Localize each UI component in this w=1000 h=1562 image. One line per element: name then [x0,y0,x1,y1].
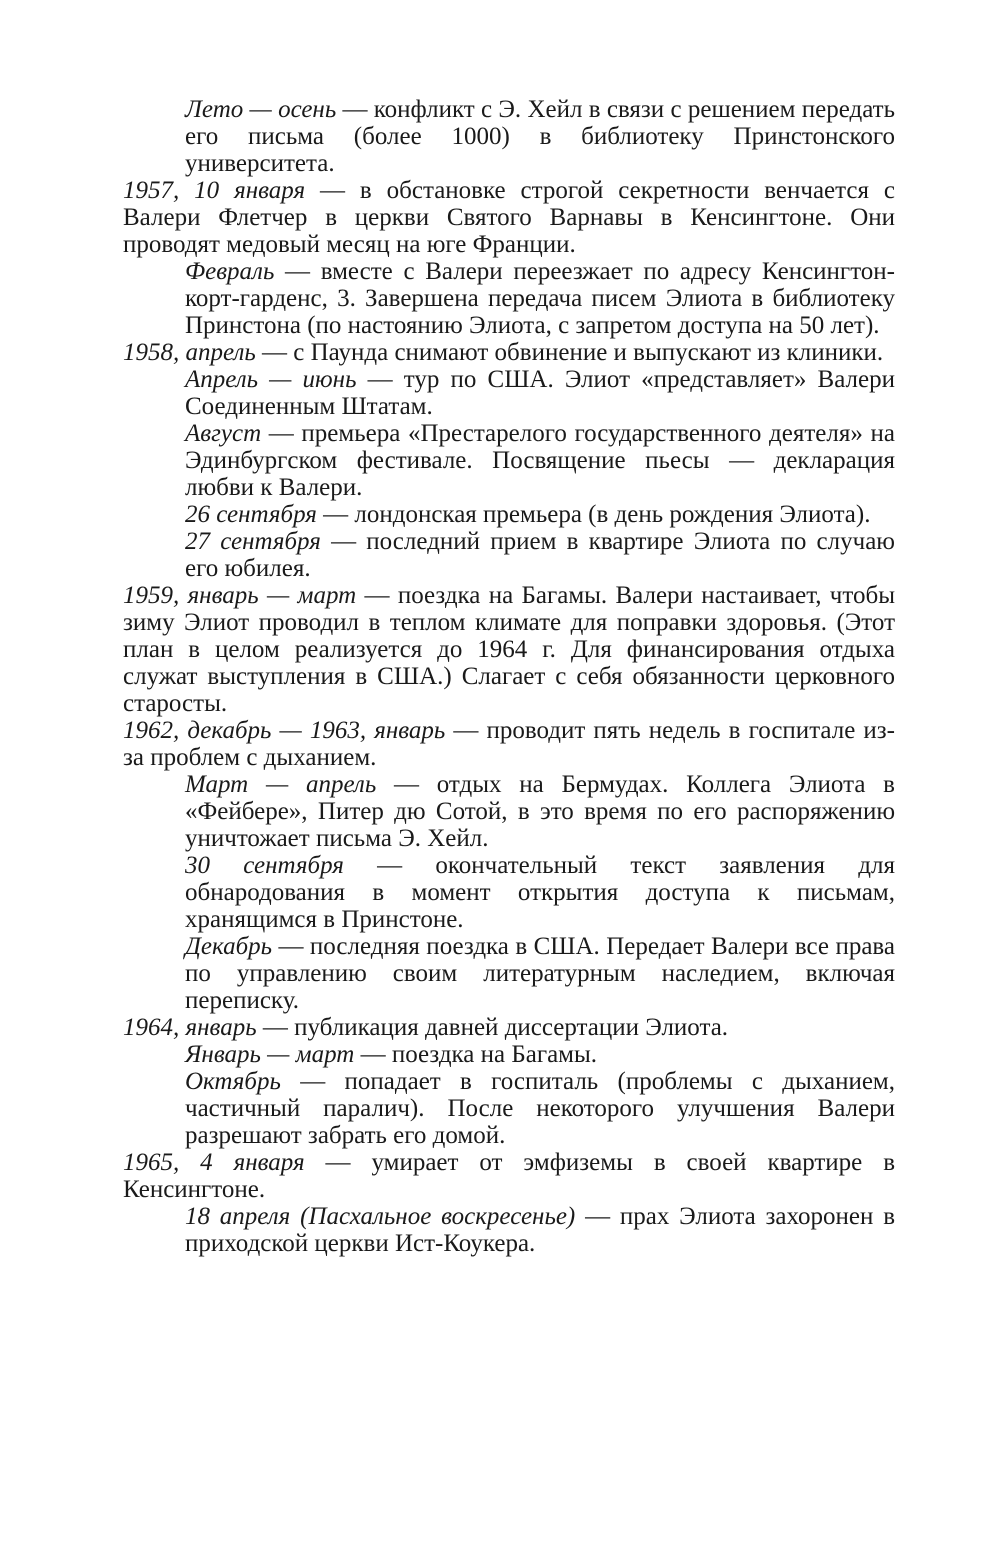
entry-date: 30 сентября [185,852,344,879]
entry-date: 1957, 10 января [123,177,306,204]
entry-text: — лондонская премьера (в день рождения Элиота). [316,501,871,528]
entry-1958-april [123,339,895,366]
entry-date: 1959, январь — март [123,582,357,609]
entry-date: 1965, 4 января [123,1149,305,1176]
entry-1963-march-april [123,771,895,852]
entry-date: Апрель — июнь [185,366,357,393]
entry-1958-april-june [123,366,895,420]
entry-text: — поездка на Багамы. [354,1041,598,1068]
entry-1963-december [123,933,895,1014]
entry-1964-october [123,1068,895,1149]
entry-text: — умирает от эмфиземы в своей квартире в Кенсингтоне. [123,1149,895,1203]
entry-date: 1958, апрель [123,339,256,366]
entry-date: 1964, январь [123,1014,257,1041]
entry-1965-april [123,1203,895,1257]
entry-1957-january [123,177,895,258]
entry-text: — конфликт с Э. Хейл в связи с решением передать его письма (более 1000) в библиотеку Принстонского университета. [185,96,895,177]
entry-1959 [123,582,895,717]
entry-date: Август [185,420,262,447]
entry-text: — окончательный текст заявления для обнародования в момент открытия доступа к письмам, хранящимся в Принстоне. [185,852,895,933]
entry-date: 27 сентября [185,528,321,555]
entry-date: Лето — осень [185,96,337,123]
entry-date: 26 сентября [185,501,317,528]
entry-text: — в обстановке строгой секретности венчается с Валери Флетчер в церкви Святого Варнавы в Кенсингтоне. Они проводят медовый месяц на юге Франции. [123,177,895,258]
entry-text: — вместе с Валери переезжает по адресу Кенсингтон-корт-гарденс, 3. Завершена передача писем Элиота в библиотеку Принстона (по настоянию Элиота, с запретом доступа на 50 лет). [185,258,895,339]
entry-1958-august [123,420,895,501]
entry-date: Октябрь [185,1068,281,1095]
entry-text: — попадает в госпиталь (проблемы с дыханием, частичный паралич). После некоторого улучшения Валери разрешают забрать его домой. [185,1068,895,1149]
entry-text: — последняя поездка в США. Передает Валери все права по управлению своим литературным наследием, включая переписку. [185,933,895,1014]
entry-text: — проводит пять недель в госпитале из-за проблем с дыханием. [123,717,895,771]
entry-1962-1963 [123,717,895,771]
entry-date: Январь — март [185,1041,355,1068]
entry-date: Декабрь [185,933,273,960]
entry-text: — публикация давней диссертации Элиота. [256,1014,729,1041]
entry-1964-jan-march [123,1041,895,1068]
entry-date: 18 апреля (Пасхальное воскресенье) [185,1203,576,1230]
entry-text: — премьера «Престарелого государственного деятеля» на Эдинбургском фестивале. Посвящение пьесы — декларация любви к Валери. [185,420,895,501]
entry-date: 1962, декабрь — 1963, январь [123,717,446,744]
entry-date: Февраль [185,258,275,285]
entry-1958-sept-26 [123,501,895,528]
entry-text: — отдых на Бермудах. Коллега Элиота в «Фейбере», Питер дю Сотой, в это время по его распоряжению уничтожает письма Э. Хейл. [185,771,895,852]
entry-1964-january [123,1014,895,1041]
entry-summer-autumn-1956 [123,96,895,177]
entry-1963-sept-30 [123,852,895,933]
entry-date: Март — апрель [185,771,377,798]
entry-1958-sept-27 [123,528,895,582]
entry-text: — тур по США. Элиот «представляет» Валери Соединенным Штатам. [185,366,895,420]
entry-1957-february [123,258,895,339]
entry-1965-january [123,1149,895,1203]
chronology-page [123,96,895,1257]
entry-text: — поездка на Багамы. Валери настаивает, чтобы зиму Элиот проводил в теплом климате для поправки здоровья. (Этот план в целом реализуется до 1964 г. Для финансирования отдыха служат выступления в США.) Слагает с себя обязанности церковного старосты. [123,582,895,717]
entry-text: — с Паунда снимают обвинение и выпускают из клиники. [255,339,884,366]
entry-text: — прах Элиота захоронен в приходской церкви Ист-Коукера. [185,1203,895,1257]
entry-text: — последний прием в квартире Элиота по случаю его юбилея. [185,528,895,582]
